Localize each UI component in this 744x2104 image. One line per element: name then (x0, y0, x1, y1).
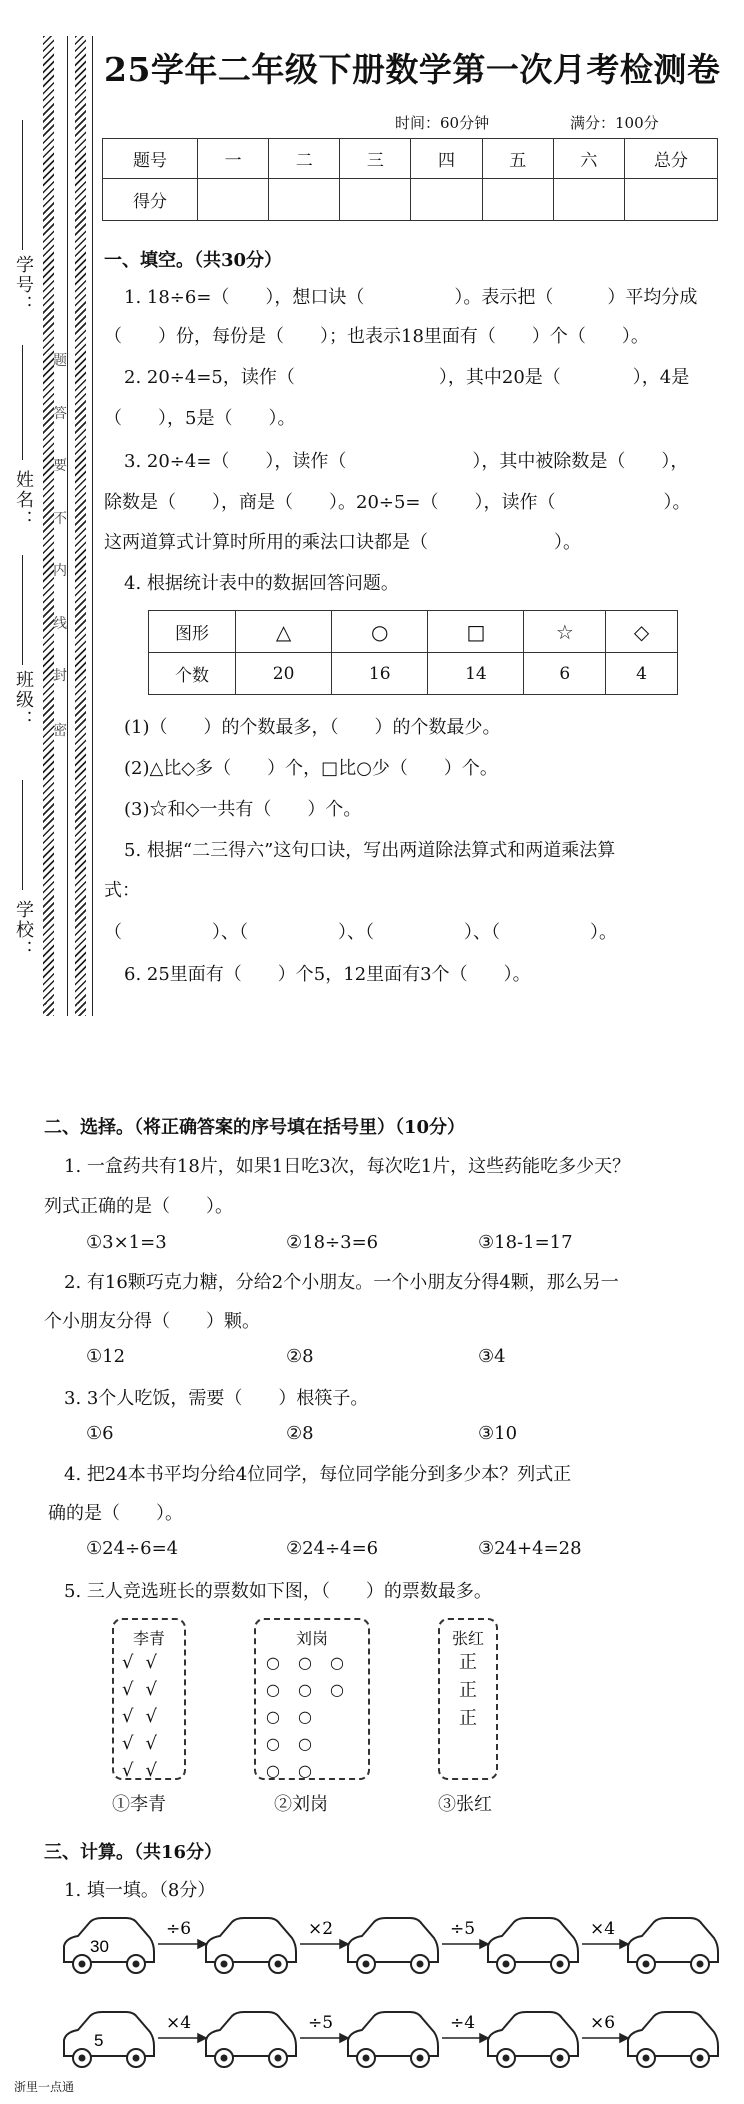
score-header: 三 (340, 139, 411, 179)
score-header: 五 (482, 139, 553, 179)
vote-option: ①李青 (112, 1794, 166, 1815)
s2-option: ①3×1=3 (86, 1232, 167, 1253)
stat-count: 6 (524, 653, 606, 695)
s2-q2: 个小朋友分得（ ）颗。 (44, 1311, 260, 1332)
car-icon (348, 1918, 438, 1973)
s1-line: 6. 25里面有（ ）个5，12里面有3个（ ）。 (124, 964, 531, 985)
s2-option: ①12 (86, 1346, 126, 1367)
s2-option: ①24÷6=4 (86, 1538, 179, 1559)
label-name: 姓名： (13, 470, 34, 530)
exam-time: 时间：60分钟 (395, 114, 490, 132)
s2-option: ③4 (478, 1346, 506, 1367)
s1-line: 式： (104, 880, 140, 901)
vote-option: ②刘岗 (274, 1794, 328, 1815)
score-cell[interactable] (269, 179, 340, 221)
seal-char: 题 (53, 353, 67, 369)
chain-op: ×6 (590, 2013, 616, 2033)
vote-box-zhanghong (438, 1618, 498, 1780)
s1-line: 4. 根据统计表中的数据回答问题。 (124, 573, 399, 594)
name-blank (22, 345, 23, 460)
chain-op: ×2 (308, 1919, 334, 1939)
car-icon (488, 2012, 578, 2067)
binding-line-right (92, 36, 93, 1016)
score-header: 一 (198, 139, 269, 179)
s1-line: 除数是（ ），商是（ ）。20÷5=（ ），读作（ ）。 (104, 492, 691, 513)
label-school: 学校： (13, 900, 34, 960)
car-icon (628, 2012, 718, 2067)
s2-q4: 确的是（ ）。 (48, 1503, 183, 1524)
s2-q3: 3. 3个人吃饭，需要（ ）根筷子。 (64, 1388, 369, 1409)
car-icon (64, 2012, 154, 2067)
seal-char: 封 (53, 668, 67, 684)
car-icon (348, 2012, 438, 2067)
s1-line: 1. 18÷6=（ ），想口诀（ ）。表示把（ ）平均分成 (124, 287, 698, 308)
seal-char: 要 (53, 458, 67, 474)
chain-start-value: 30 (90, 1937, 109, 1956)
s2-option: ②8 (286, 1423, 314, 1444)
s2-q1: 列式正确的是（ ）。 (44, 1196, 233, 1217)
stat-shape: ☆ (524, 611, 606, 653)
score-cell[interactable] (340, 179, 411, 221)
stat-table (148, 610, 678, 695)
s1-line: (3)☆和◇一共有（ ）个。 (124, 799, 362, 820)
candidate-name: 刘岗 (295, 1629, 328, 1648)
tick-marks: √√ √√ √√ √√ √√ (122, 1652, 169, 1781)
s2-option: ③18-1=17 (478, 1232, 573, 1253)
seal-char: 线 (53, 616, 67, 632)
seal-char: 答 (53, 406, 67, 422)
s3-sub: 1. 填一填。（8分） (64, 1880, 216, 1901)
s1-line: 5. 根据“二三得六”这句口诀，写出两道除法算式和两道乘法算 (124, 840, 616, 861)
chain-op: ÷5 (450, 1919, 476, 1939)
chain-start-value: 5 (94, 2031, 104, 2050)
car-icon (488, 1918, 578, 1973)
candidate-name: 张红 (451, 1629, 484, 1648)
stat-label: 个数 (149, 653, 236, 695)
score-cell[interactable] (198, 179, 269, 221)
stat-shape: ○ (332, 611, 428, 653)
car-icon (206, 2012, 296, 2067)
score-header: 六 (553, 139, 624, 179)
score-cell[interactable] (411, 179, 482, 221)
s1-line: (2)△比◇多（ ）个，□比○少（ ）个。 (124, 758, 498, 779)
stat-shape: ◇ (606, 611, 678, 653)
exam-score: 满分：100分 (570, 114, 659, 132)
s2-q2: 2. 有16颗巧克力糖，分给2个小朋友。一个小朋友分得4颗，那么另一 (64, 1272, 619, 1293)
s1-line: (1)（ ）的个数最多，（ ）的个数最少。 (124, 717, 501, 738)
vote-box-liqing (112, 1618, 186, 1780)
score-table (102, 138, 718, 221)
seal-char: 密 (53, 723, 67, 739)
section3-heading: 三、计算。（共16分） (44, 1842, 223, 1863)
vote-box-liugang (254, 1618, 370, 1780)
score-header: 二 (269, 139, 340, 179)
number-blank (22, 120, 23, 250)
s2-q5: 5. 三人竞选班长的票数如下图，（ ）的票数最多。 (64, 1581, 492, 1602)
binding-line-mid (67, 36, 68, 1016)
stat-shape: △ (236, 611, 332, 653)
footer-source: 浙里一点通 (14, 2080, 75, 2094)
s1-line: 3. 20÷4=（ ），读作（ ），其中被除数是（ ）， (124, 451, 689, 472)
s2-q4: 4. 把24本书平均分给4位同学，每位同学能分到多少本？列式正 (64, 1464, 572, 1485)
section1-heading: 一、填空。（共30分） (104, 250, 283, 271)
score-cell[interactable] (625, 179, 718, 221)
stat-label: 图形 (149, 611, 236, 653)
stat-count: 20 (236, 653, 332, 695)
s2-option: ②24÷4=6 (286, 1538, 379, 1559)
s2-option: ③24+4=28 (478, 1538, 582, 1559)
stat-count: 4 (606, 653, 678, 695)
car-icon (206, 1918, 296, 1973)
chain-op: ×4 (590, 1919, 616, 1939)
chain-op: ÷4 (450, 2013, 476, 2033)
circle-marks: ○○○ ○○○ ○○ ○○ ○○ (266, 1653, 362, 1780)
label-class: 班级： (13, 670, 34, 730)
score-header: 总分 (625, 139, 718, 179)
stat-count: 16 (332, 653, 428, 695)
s2-q1: 1. 一盒药共有18片，如果1日吃3次，每次吃1片，这些药能吃多少天？ (64, 1156, 631, 1177)
seal-char: 内 (53, 563, 67, 579)
s1-line: （ ）份，每份是（ ）；也表示18里面有（ ）个（ ）。 (104, 326, 649, 347)
stat-shape: □ (428, 611, 524, 653)
car-chain-row1 (60, 1910, 720, 1990)
s1-line: （ ），5是（ ）。 (104, 408, 296, 429)
car-chain-row2 (60, 2004, 720, 2084)
seal-char: 不 (53, 511, 67, 527)
car-icon (64, 1918, 154, 1973)
vote-option: ③张红 (438, 1794, 492, 1815)
candidate-name: 李青 (132, 1629, 165, 1648)
s1-line: 这两道算式计算时所用的乘法口诀都是（ ）。 (104, 532, 581, 553)
score-cell[interactable] (482, 179, 553, 221)
score-header: 四 (411, 139, 482, 179)
car-icon (628, 1918, 718, 1973)
s1-line: （ ）、（ ）、（ ）、（ ）。 (104, 922, 617, 943)
s2-option: ②8 (286, 1346, 314, 1367)
s2-option: ①6 (86, 1423, 114, 1444)
score-row-label: 得分 (103, 179, 198, 221)
page-title: 25学年二年级下册数学第一次月考检测卷 (104, 50, 721, 89)
stat-count: 14 (428, 653, 524, 695)
class-blank (22, 555, 23, 665)
binding-hatch-right (75, 36, 86, 1016)
zheng-marks: 正 正 正 (459, 1652, 477, 1729)
section2-heading: 二、选择。（将正确答案的序号填在括号里）（10分） (44, 1117, 466, 1138)
s2-option: ③10 (478, 1423, 518, 1444)
school-blank (22, 780, 23, 890)
chain-op: ×4 (166, 2013, 192, 2033)
chain-op: ÷5 (308, 2013, 334, 2033)
score-cell[interactable] (553, 179, 624, 221)
s2-option: ②18÷3=6 (286, 1232, 379, 1253)
s1-line: 2. 20÷4=5，读作（ ），其中20是（ ），4是 (124, 367, 690, 388)
label-number: 学号： (13, 255, 34, 315)
chain-op: ÷6 (166, 1919, 192, 1939)
score-header: 题号 (103, 139, 198, 179)
